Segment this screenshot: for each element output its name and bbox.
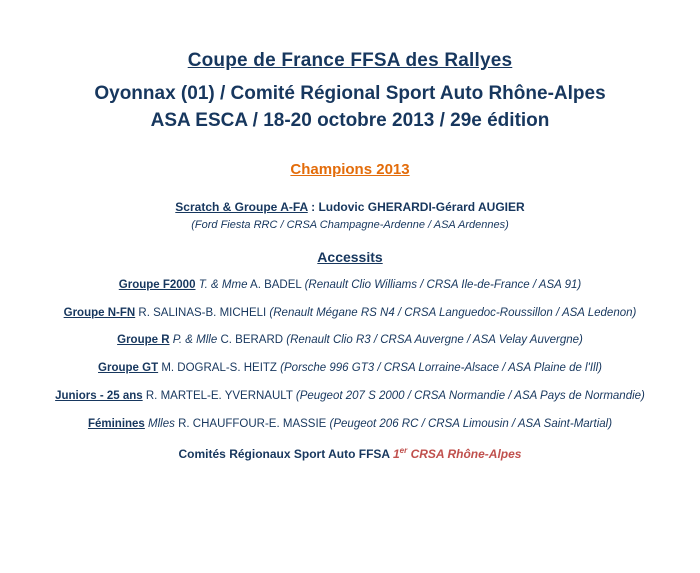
list-item [0, 307, 700, 321]
accessits-list [0, 279, 700, 432]
title-subtitle-location: Oyonnax (01) / Comité Régional Sport Auto Rhône-Alpes [94, 82, 606, 104]
accessit-name: C. BERARD [220, 334, 284, 347]
list-item [0, 279, 700, 293]
accessit-detail: (Renault Clio Williams / CRSA Ile-de-France / ASA 91) [304, 278, 582, 291]
list-item [0, 418, 700, 432]
footer-winner-region [393, 447, 521, 461]
accessit-prefix: T. & Mme [198, 278, 248, 291]
accessit-name: R. MARTEL-E. YVERNAULT [145, 389, 293, 402]
scratch-category-label: Scratch & Groupe A-FA [175, 199, 308, 214]
list-item [0, 390, 700, 404]
accessit-prefix: P. & Mlle [172, 334, 218, 347]
title-block [0, 48, 700, 135]
accessit-category: Groupe R [117, 334, 170, 347]
slide-root [0, 48, 700, 573]
accessits-heading: Accessits [317, 248, 383, 265]
list-item [0, 362, 700, 376]
accessit-category: Groupe GT [98, 362, 159, 375]
title-subtitle-event: ASA ESCA / 18-20 octobre 2013 / 29e édition [150, 110, 550, 132]
champions-heading: Champions 2013 [290, 160, 410, 178]
scratch-winner-line [0, 200, 700, 214]
accessit-name: M. DOGRAL-S. HEITZ [161, 362, 277, 375]
page-title: Coupe de France FFSA des Rallyes [187, 50, 513, 71]
footer-rank-name: CRSA Rhône-Alpes [407, 446, 522, 461]
scratch-separator: : [307, 199, 319, 214]
accessit-name: R. CHAUFFOUR-E. MASSIE [178, 417, 327, 430]
accessit-detail: (Porsche 996 GT3 / CRSA Lorraine-Alsace / ASA Plaine de l'Ill) [280, 362, 602, 375]
list-item [0, 334, 700, 348]
footer-rank-suffix: er [399, 445, 408, 455]
scratch-winner-detail: (Ford Fiesta RRC / CRSA Champagne-Ardenne / ASA Ardennes) [191, 218, 509, 231]
accessit-detail: (Renault Mégane RS N4 / CRSA Languedoc-Roussillon / ASA Ledenon) [269, 306, 637, 319]
accessit-name: A. BADEL [250, 278, 302, 291]
accessit-name: R. SALINAS-B. MICHELI [138, 306, 267, 319]
footer-label: Comités Régionaux Sport Auto FFSA [178, 446, 390, 461]
scratch-winner-names: Ludovic GHERARDI-Gérard AUGIER [318, 199, 525, 214]
accessit-detail: (Peugeot 207 S 2000 / CRSA Normandie / ASA Pays de Normandie) [295, 389, 645, 402]
accessit-category: Groupe F2000 [118, 278, 196, 291]
accessit-detail: (Peugeot 206 RC / CRSA Limousin / ASA Saint-Martial) [329, 417, 613, 430]
footer-rank-number: 1 [392, 446, 400, 461]
accessit-category: Groupe N-FN [63, 306, 136, 319]
accessit-prefix: Mlles [148, 417, 175, 430]
accessit-category: Féminines [87, 417, 145, 430]
accessit-detail: (Renault Clio R3 / CRSA Auvergne / ASA Velay Auvergne) [286, 334, 583, 347]
accessit-category: Juniors - 25 ans [55, 389, 143, 402]
footer-regional-committees [0, 446, 700, 461]
